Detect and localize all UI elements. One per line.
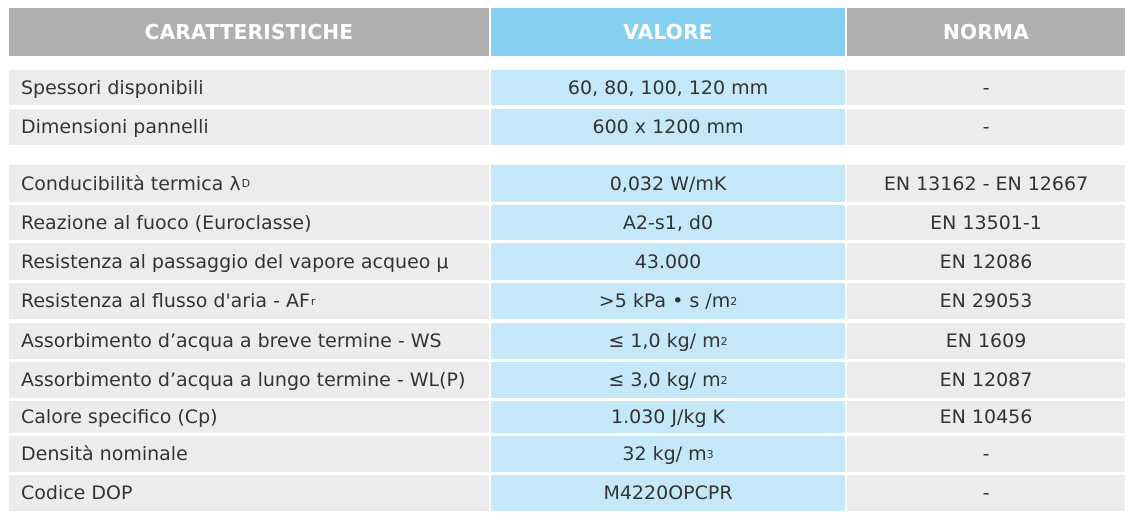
row-norm: -: [847, 475, 1125, 511]
row-value: [491, 436, 845, 472]
table-row: [9, 109, 1125, 145]
row-value: 0,032 W/mK: [491, 165, 845, 202]
row-name-subscript: D: [241, 177, 251, 190]
row-norm: EN 12087: [847, 362, 1125, 398]
row-norm: -: [847, 436, 1125, 472]
row-norm: EN 29053: [847, 283, 1125, 319]
table-row: [9, 165, 1125, 202]
row-name: Codice DOP: [9, 475, 489, 511]
row-name: [9, 165, 489, 202]
row-norm: EN 1609: [847, 323, 1125, 359]
row-value: 1.030 J/kg K: [491, 401, 845, 433]
row-name-text: Resistenza al flusso d'aria - AF: [21, 290, 310, 312]
row-norm: EN 12086: [847, 243, 1125, 280]
row-value: 60, 80, 100, 120 mm: [491, 70, 845, 105]
row-value: [491, 362, 845, 398]
row-value-text: ≤ 3,0 kg/ m: [608, 369, 721, 391]
table-header: [9, 8, 1125, 56]
row-name: Calore specifico (Cp): [9, 401, 489, 433]
row-value: M4220OPCPR: [491, 475, 845, 511]
header-value: VALORE: [491, 8, 845, 56]
row-value-text: >5 kPa • s /m: [598, 290, 731, 312]
row-name: Resistenza al passaggio del vapore acqueo μ: [9, 243, 489, 280]
row-value: 600 x 1200 mm: [491, 109, 845, 145]
row-norm: EN 13501-1: [847, 205, 1125, 240]
table-row: [9, 243, 1125, 280]
row-value-text: ≤ 1,0 kg/ m: [608, 330, 721, 352]
row-name: Reazione al fuoco (Euroclasse): [9, 205, 489, 240]
row-value-superscript: 2: [730, 294, 738, 308]
table-row: [9, 70, 1125, 105]
row-value-superscript: 3: [706, 447, 714, 461]
table-row: [9, 323, 1125, 359]
row-value: [491, 323, 845, 359]
row-name-text: Conducibilità termica λ: [21, 172, 241, 195]
header-norm: NORMA: [847, 8, 1125, 56]
row-value-text: 32 kg/ m: [622, 443, 707, 465]
row-norm: -: [847, 109, 1125, 145]
row-name: Assorbimento d’acqua a breve termine - WS: [9, 323, 489, 359]
table-row: [9, 283, 1125, 319]
row-value: 43.000: [491, 243, 845, 280]
row-value-superscript: 2: [720, 373, 728, 387]
table-row: [9, 436, 1125, 472]
row-name: Spessori disponibili: [9, 70, 489, 105]
row-norm: -: [847, 70, 1125, 105]
table-row: [9, 362, 1125, 398]
row-name: Dimensioni pannelli: [9, 109, 489, 145]
row-value: A2-s1, d0: [491, 205, 845, 240]
row-name: Densità nominale: [9, 436, 489, 472]
row-value: [491, 283, 845, 319]
row-name: Assorbimento d’acqua a lungo termine - WL(P): [9, 362, 489, 398]
table-row: [9, 205, 1125, 240]
table-row: [9, 475, 1125, 511]
header-characteristics: CARATTERISTICHE: [9, 8, 489, 56]
row-value-superscript: 2: [720, 334, 728, 348]
row-norm: EN 13162 - EN 12667: [847, 165, 1125, 202]
row-name: [9, 283, 489, 319]
row-name-subscript: r: [310, 294, 316, 308]
row-norm: EN 10456: [847, 401, 1125, 433]
table-row: [9, 401, 1125, 433]
